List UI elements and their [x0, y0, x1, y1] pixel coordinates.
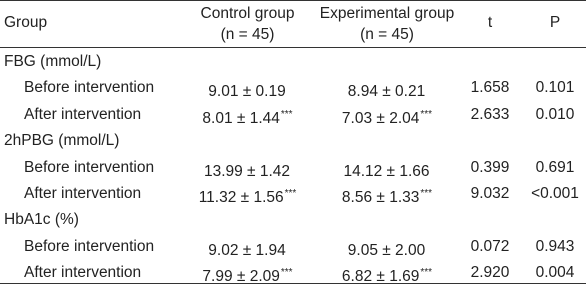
row-label: After intervention	[24, 105, 142, 123]
p-value: 0.943	[535, 237, 575, 255]
control-cell-value: 7.99 ± 2.09	[202, 268, 280, 286]
experimental-cell	[302, 104, 472, 130]
experimental-cell-value: 14.12 ± 1.66	[343, 162, 430, 180]
header-control: Control group	[200, 5, 295, 22]
t-value: 0.072	[470, 237, 510, 255]
p-value: <0.001	[531, 185, 579, 202]
row-label: Before intervention	[24, 79, 155, 97]
section-title: HbA1c (%)	[4, 211, 79, 229]
table-top-rule	[0, 0, 586, 1]
p-value: 0.010	[535, 105, 575, 123]
p-value: 0.004	[535, 264, 575, 282]
control-cell-value: 13.99 ± 1.42	[203, 162, 291, 180]
header-t: t	[487, 14, 493, 31]
header-group: Group	[4, 14, 48, 31]
row-label: Before intervention	[24, 158, 155, 176]
header-experimental: Experimental group	[319, 5, 455, 22]
experimental-cell-significance-marker: ***	[420, 188, 433, 199]
experimental-cell-significance-marker: ***	[420, 108, 433, 120]
experimental-cell-value: 8.56 ± 1.33	[341, 189, 420, 206]
row-label: After intervention	[24, 264, 142, 282]
control-cell-significance-marker: ***	[284, 188, 297, 199]
experimental-cell	[302, 77, 472, 103]
section-title: FBG (mmol/L)	[4, 53, 102, 70]
table-bottom-rule	[0, 283, 586, 284]
t-value: 2.633	[470, 105, 510, 123]
control-cell-value: 8.01 ± 1.44	[202, 109, 280, 127]
control-cell-value: 9.02 ± 1.94	[208, 241, 286, 259]
header-control-n: (n = 45)	[220, 26, 275, 43]
experimental-cell-value: 6.82 ± 1.69	[341, 268, 420, 286]
experimental-cell-value: 8.94 ± 0.21	[347, 83, 426, 101]
header-p: P	[549, 14, 561, 31]
section-title: 2hPBG (mmol/L)	[4, 132, 120, 150]
t-value: 2.920	[470, 264, 510, 282]
t-value: 1.658	[470, 79, 510, 97]
t-value: 9.032	[470, 185, 510, 202]
p-value: 0.691	[535, 158, 575, 176]
experimental-cell	[302, 262, 472, 288]
experimental-cell-significance-marker: ***	[420, 267, 433, 279]
row-label: Before intervention	[24, 237, 155, 255]
experimental-cell	[302, 183, 472, 209]
p-value: 0.101	[535, 79, 575, 97]
header-bottom-rule	[0, 47, 586, 48]
experimental-cell	[302, 157, 472, 183]
control-cell-value: 11.32 ± 1.56	[198, 189, 284, 206]
row-label: After intervention	[24, 185, 142, 202]
header-experimental-n: (n = 45)	[360, 26, 414, 43]
t-value: 0.399	[470, 158, 510, 176]
control-cell-value: 9.01 ± 0.19	[208, 83, 286, 101]
control-cell-significance-marker: ***	[280, 267, 293, 279]
experimental-cell	[302, 236, 472, 262]
experimental-cell-value: 7.03 ± 2.04	[341, 109, 420, 127]
experimental-cell-value: 9.05 ± 2.00	[347, 241, 426, 259]
control-cell-significance-marker: ***	[280, 108, 293, 120]
